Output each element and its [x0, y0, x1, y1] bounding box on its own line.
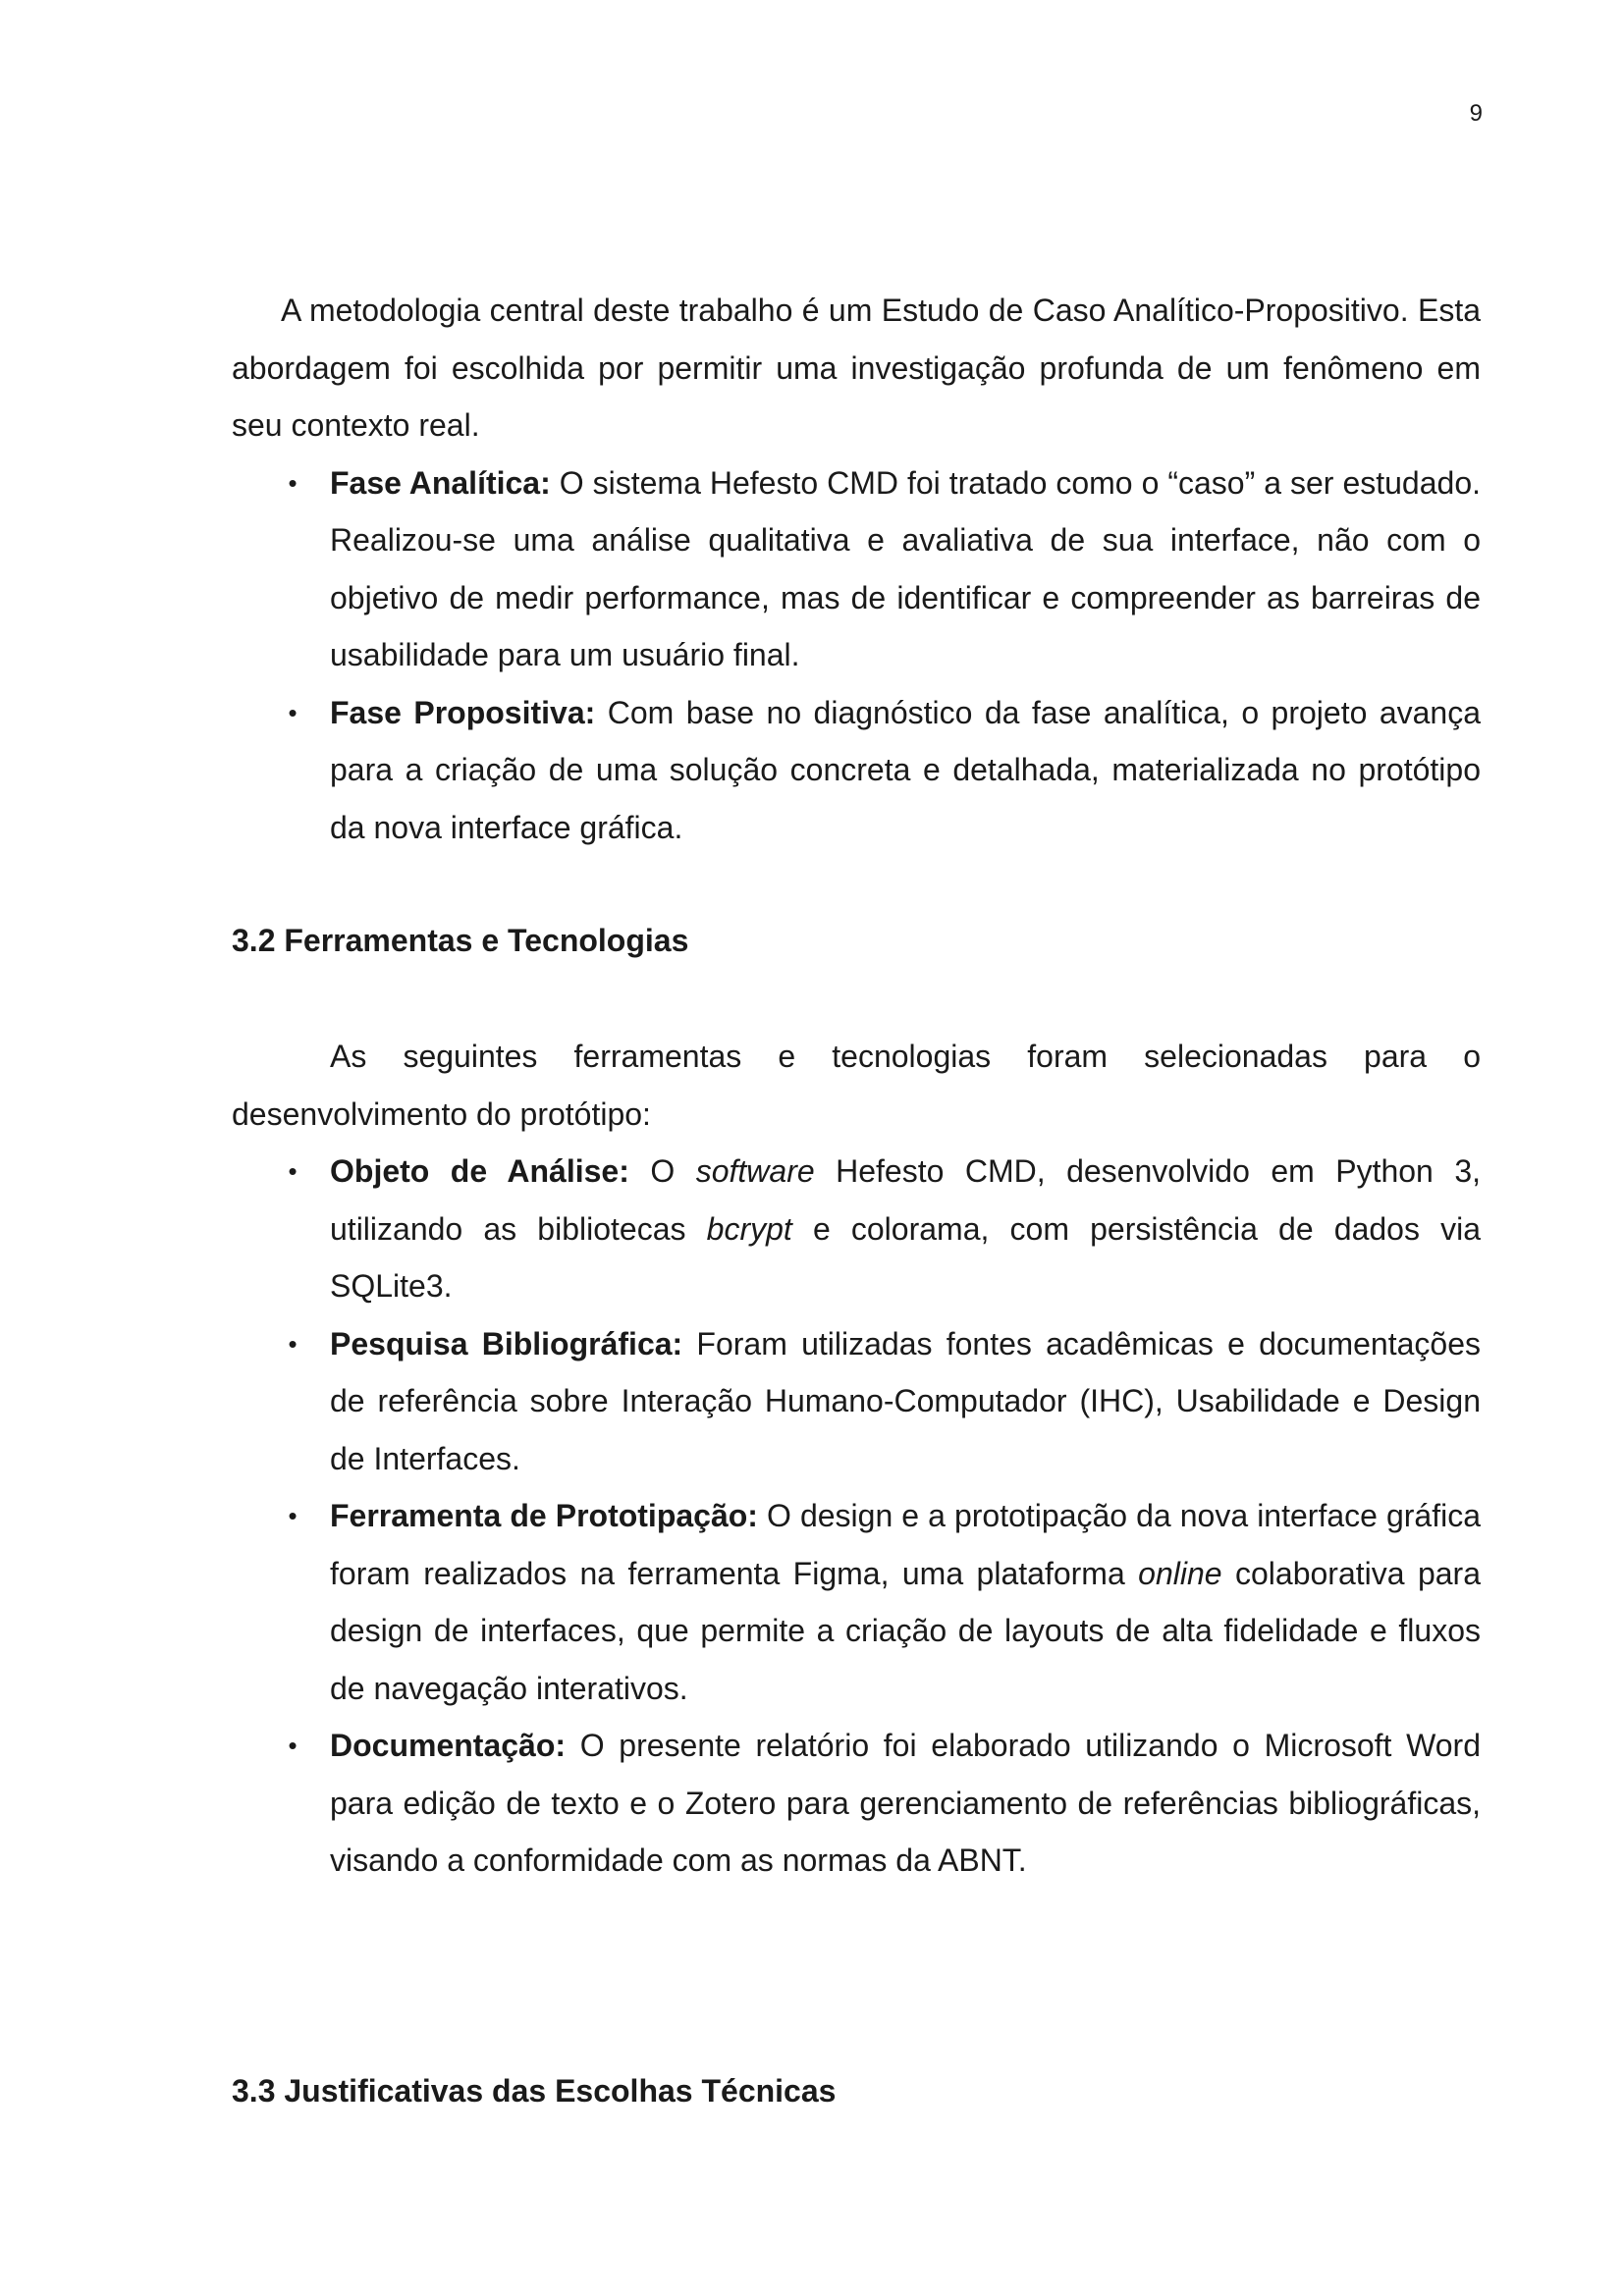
bullet-icon: •	[288, 1501, 298, 1530]
bullet-text: O sistema Hefesto CMD foi tratado como o “caso” a ser estudado. Realizou-se uma análise qualitativa e avaliativa de sua interface, não com o objetivo de medir performance, mas de identificar e compreender as barreiras de usabilidade para um usuário final.	[330, 464, 1482, 672]
bullet-italic-text: software	[695, 1153, 815, 1189]
page-number: 9	[1469, 100, 1483, 127]
list-item-objeto-de-analise	[232, 1143, 1481, 1315]
bullet-icon: •	[288, 697, 298, 727]
tools-list	[232, 1143, 1481, 1890]
tools-intro-paragraph: As seguintes ferramentas e tecnologias foram selecionadas para o desenvolvimento do protótipo:	[232, 1039, 1481, 1132]
bullet-text: Hefesto CMD, desenvolvido em Python 3, utilizando as bibliotecas	[330, 1153, 1482, 1247]
intro-paragraph: A metodologia central deste trabalho é um Estudo de Caso Analítico-Propositivo. Esta abordagem foi escolhida por permitir uma investigação profunda de um fenômeno em seu contexto real.	[232, 293, 1481, 443]
bullet-text: O presente relatório foi elaborado utilizando o Microsoft Word para edição de texto e o Zotero para gerenciamento de referências bibliográficas, visando a conformidade com as normas da ABNT.	[330, 1728, 1481, 1878]
list-item-fase-propositiva	[232, 684, 1481, 857]
bullet-icon: •	[288, 1156, 298, 1186]
list-item-fase-analitica	[232, 454, 1481, 684]
bullet-italic-text: bcrypt	[706, 1210, 792, 1247]
bullet-text: O	[628, 1153, 696, 1189]
bullet-icon: •	[288, 1328, 298, 1359]
section-heading-3-3: 3.3 Justificativas das Escolhas Técnicas	[232, 2073, 837, 2109]
bullet-term: Fase Analítica:	[330, 464, 551, 501]
methodology-phase-list	[232, 454, 1481, 857]
bullet-term: Objeto de Análise:	[330, 1153, 629, 1189]
list-item-ferramenta-de-prototipacao	[232, 1487, 1481, 1717]
intro-section	[232, 282, 1481, 856]
bullet-text: e colorama, com persistência de dados via SQLite3.	[330, 1210, 1482, 1304]
list-item-documentacao	[232, 1717, 1481, 1890]
bullet-text: colaborativa para design de interfaces, que permite a criação de layouts de alta fidelidade e fluxos de navegação interativos.	[330, 1555, 1482, 1706]
list-item-pesquisa-bibliografica	[232, 1315, 1481, 1488]
bullet-italic-text: online	[1138, 1555, 1222, 1591]
bullet-text: Foram utilizadas fontes acadêmicas e documentações de referência sobre Interação Humano-Computador (IHC), Usabilidade e Design de Interfaces.	[330, 1325, 1482, 1476]
bullet-term: Documentação:	[330, 1728, 567, 1763]
bullet-icon: •	[288, 1731, 298, 1760]
bullet-text: Com base no diagnóstico da fase analítica, o projeto avança para a criação de uma solução concreta e detalhada, materializada no protótipo da nova interface gráfica.	[330, 694, 1482, 845]
tools-section	[232, 1028, 1481, 1890]
bullet-icon: •	[288, 467, 298, 498]
bullet-term: Fase Propositiva:	[330, 694, 596, 730]
bullet-term: Pesquisa Bibliográfica:	[330, 1325, 683, 1362]
bullet-text: O design e a prototipação da nova interface gráfica foram realizados na ferramenta Figma, uma plataforma	[330, 1498, 1482, 1591]
section-heading-3-2: 3.2 Ferramentas e Tecnologias	[232, 923, 689, 958]
bullet-term: Ferramenta de Prototipação:	[330, 1498, 758, 1533]
